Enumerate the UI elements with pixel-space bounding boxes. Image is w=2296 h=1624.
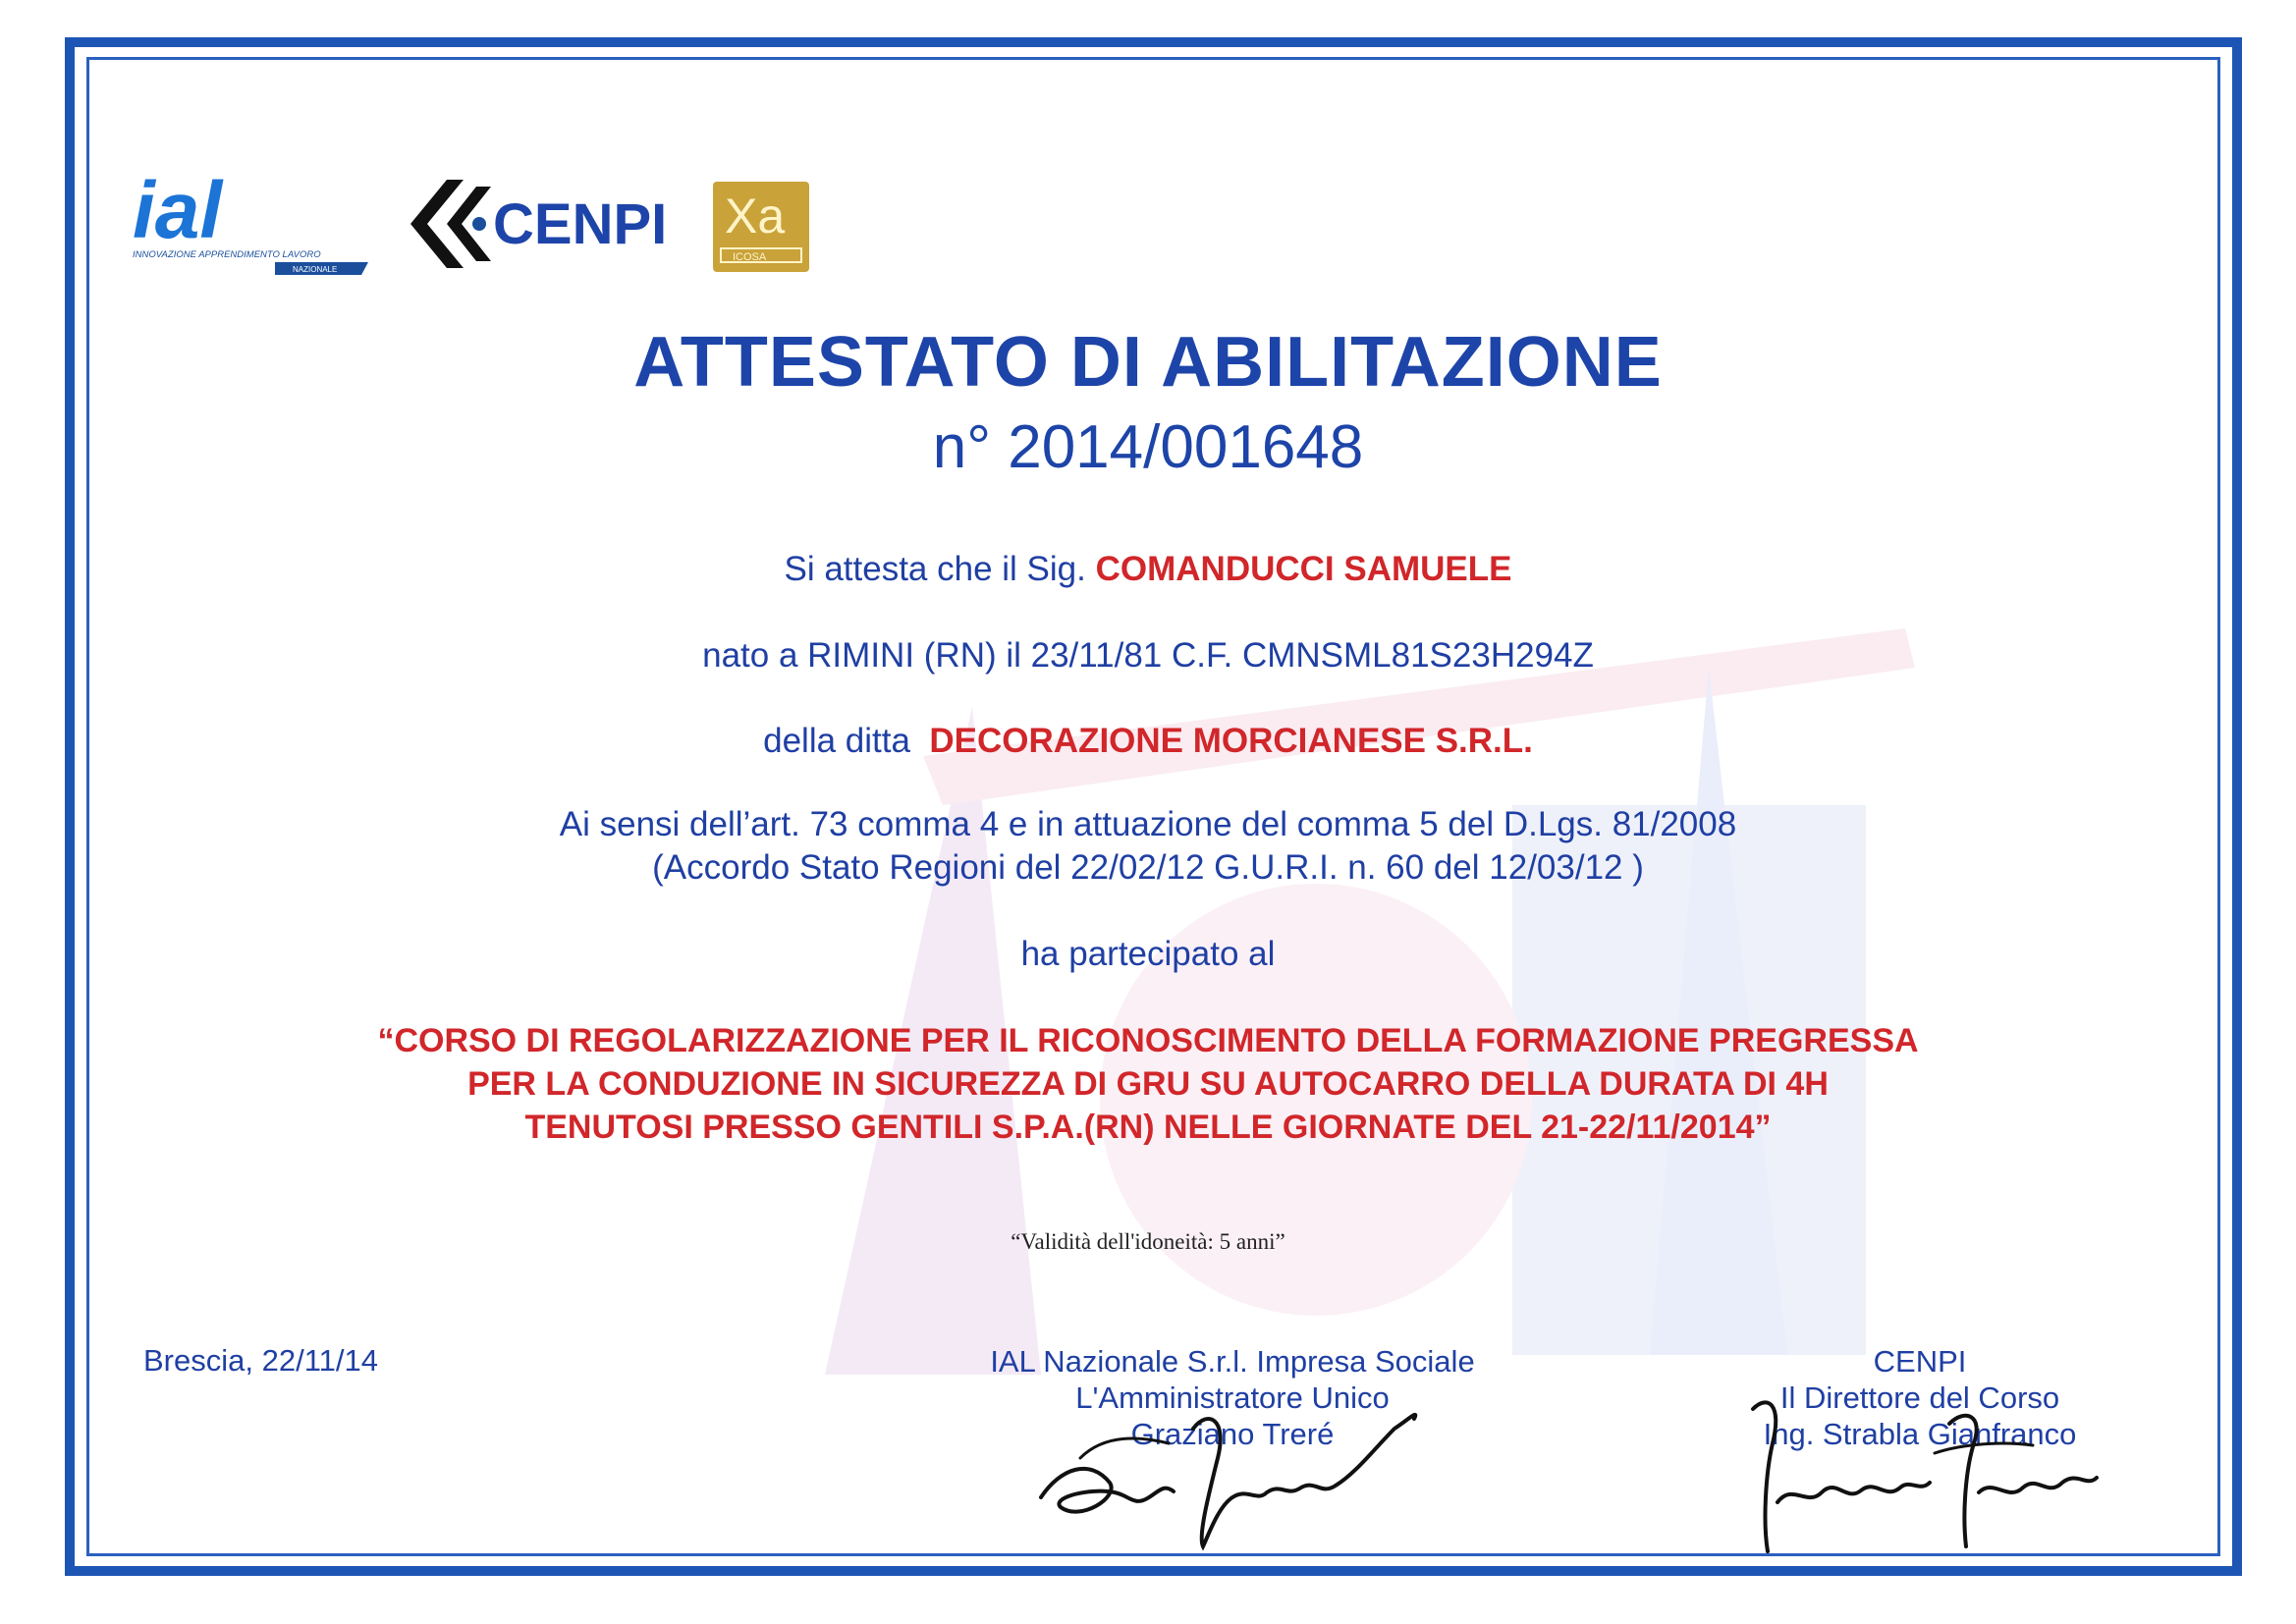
company-prefix: della ditta: [763, 722, 910, 760]
xa-logo-text: Xa: [725, 189, 786, 244]
certificate-title: ATTESTATO DI ABILITAZIONE: [633, 323, 1663, 402]
course-line-1: “CORSO DI REGOLARIZZAZIONE PER IL RICONOSCIMENTO DELLA FORMAZIONE PREGRESSA: [377, 1022, 1919, 1059]
attest-prefix: Si attesta che il Sig.: [784, 550, 1086, 588]
ial-logo-tagline: INNOVAZIONE APPRENDIMENTO LAVORO: [133, 249, 321, 260]
certificate-number: n° 2014/001648: [932, 413, 1364, 481]
company-name: DECORAZIONE MORCIANESE S.R.L.: [929, 722, 1533, 760]
birth-line: nato a RIMINI (RN) il 23/11/81 C.F. CMNSML81S23H294Z: [702, 636, 1594, 675]
ial-logo-text: ial: [133, 167, 223, 255]
person-name: COMANDUCCI SAMUELE: [1095, 550, 1512, 588]
ial-logo-subtag: NAZIONALE: [293, 265, 338, 274]
cenpi-signer-role: Il Direttore del Corso: [1779, 1380, 2060, 1415]
cenpi-signer-org: CENPI: [1873, 1344, 1967, 1379]
participation-line: ha partecipato al: [1020, 935, 1276, 973]
ial-signer-name: Graziano Treré: [1130, 1417, 1335, 1451]
ial-signature: [1021, 1389, 1434, 1556]
law-line-1: Ai sensi dell’art. 73 comma 4 e in attuazione del comma 5 del D.Lgs. 81/2008: [559, 805, 1737, 843]
cenpi-signer-name: Ing. Strabla Gianfranco: [1763, 1417, 2077, 1451]
xa-logo: [713, 182, 809, 272]
cenpi-logo-text: CENPI: [493, 192, 668, 256]
ial-logo: [128, 167, 373, 275]
ial-signer-role: L'Amministratore Unico: [1075, 1380, 1390, 1415]
ial-signer-org: IAL Nazionale S.r.l. Impresa Sociale: [990, 1344, 1475, 1379]
course-line-2: PER LA CONDUZIONE IN SICUREZZA DI GRU SU AUTOCARRO DELLA DURATA DI 4H: [467, 1065, 1829, 1103]
xa-logo-subtag: ICOSA: [733, 251, 767, 263]
cenpi-signature: [1738, 1384, 2102, 1556]
place-date: Brescia, 22/11/14: [143, 1343, 378, 1378]
company-line: [0, 722, 2296, 761]
validity-note: “Validità dell'idoneità: 5 anni”: [1011, 1229, 1285, 1254]
law-line-2: (Accordo Stato Regioni del 22/02/12 G.U.R.I. n. 60 del 12/03/12 ): [652, 848, 1644, 887]
attest-line: [0, 550, 2296, 589]
course-line-3: TENUTOSI PRESSO GENTILI S.P.A.(RN) NELLE GIORNATE DEL 21-22/11/2014”: [524, 1109, 1772, 1146]
cenpi-logo: [403, 175, 673, 273]
